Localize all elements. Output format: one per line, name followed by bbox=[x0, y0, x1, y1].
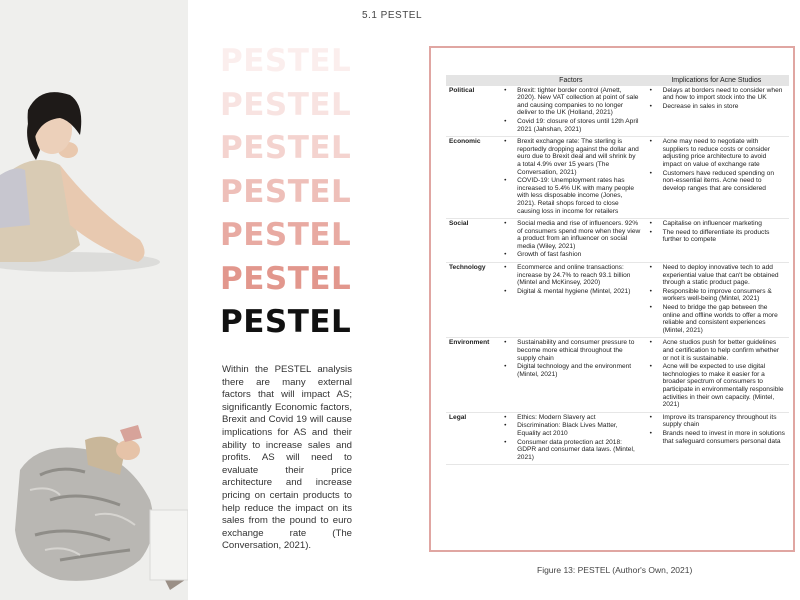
table-row bbox=[446, 338, 789, 412]
intro-paragraph: Within the PESTEL analysis there are many external factors that will impact AS; significantly Economic factors, Brexit and Covid 19 will cause implications for AS and their ability to increase sales and profits. AS will need to evaluate their price architecture and increase pricing on certain products to help reduce the impact on its sales from the pound to euro exchange rate (The Conversation, 2021). bbox=[222, 364, 352, 552]
implication-item: • Responsible to improve consumers & workers well-being (Mintel, 2021) bbox=[647, 288, 786, 303]
factor-item: • COVID-19: Unemployment rates has increased to 5.4% UK with many people with less disposable income (Jones, 2021). Retail shops forced to close causing loss in income for retailers bbox=[501, 177, 640, 215]
section-title: 5.1 PESTEL bbox=[362, 10, 423, 21]
pestel-table bbox=[446, 75, 789, 465]
row-factors bbox=[498, 412, 643, 465]
table-header-row bbox=[446, 75, 789, 86]
implication-item: • Customers have reduced spending on non-essential items. Acne need to develop ranges that are considered bbox=[647, 170, 786, 193]
table-row bbox=[446, 412, 789, 465]
factors-list bbox=[501, 87, 640, 134]
row-category: Economic bbox=[446, 137, 498, 219]
row-implications bbox=[644, 412, 789, 465]
implication-item: • Acne will be expected to use digital technologies to make it easier for a broader spectrum of consumers to participate in environmentally responsible activities in their own capacity. (Mintel, 2021) bbox=[647, 363, 786, 409]
implications-list bbox=[647, 264, 786, 334]
row-factors bbox=[498, 263, 643, 338]
model-reclining-illustration bbox=[0, 0, 188, 300]
factors-list bbox=[501, 138, 640, 215]
row-implications bbox=[644, 137, 789, 219]
pestel-word-stack bbox=[220, 40, 420, 345]
factor-item: • Discrimination: Black Lives Matter, Equality act 2010 bbox=[501, 422, 640, 437]
factor-item: • Brexit exchange rate: The sterling is reportedly dropping against the dollar and euro due to Brexit deal and will shrink by a total 4.9% over 15 years (The Conversation, 2021) bbox=[501, 138, 640, 176]
factors-list bbox=[501, 220, 640, 259]
pestel-word: PESTEL bbox=[220, 43, 352, 79]
row-factors bbox=[498, 338, 643, 412]
table-header-category bbox=[446, 75, 498, 86]
table-body bbox=[446, 86, 789, 465]
implication-item: • Capitalise on influencer marketing bbox=[647, 220, 786, 228]
factor-item: • Ecommerce and online transactions: increase by 24.7% to reach 93.1 billion (Mintel and McKinsey, 2020) bbox=[501, 264, 640, 287]
factor-item: • Consumer data protection act 2018: GDPR and consumer data laws. (Mintel, 2021) bbox=[501, 439, 640, 462]
pestel-word: PESTEL bbox=[220, 173, 352, 210]
table-row bbox=[446, 86, 789, 137]
factor-item: • Digital technology and the environment (Mintel, 2021) bbox=[501, 363, 640, 378]
factor-item: • Social media and rise of influencers. 92% of consumers spend more when they view a product from an influencer on social media (Wiley, 2021) bbox=[501, 220, 640, 250]
row-factors bbox=[498, 86, 643, 137]
pestel-word: PESTEL bbox=[220, 217, 352, 253]
row-implications bbox=[644, 86, 789, 137]
factor-item: • Sustainability and consumer pressure to become more ethical throughout the supply chain bbox=[501, 339, 640, 362]
table-header-implications: Implications for Acne Studios bbox=[644, 75, 789, 86]
factor-item: • Growth of fast fashion bbox=[501, 251, 640, 259]
row-category: Environment bbox=[446, 338, 498, 412]
row-implications bbox=[644, 338, 789, 412]
implications-list bbox=[647, 339, 786, 408]
implications-list bbox=[647, 414, 786, 445]
implication-item: • Brands need to invest in more in solutions that safeguard consumers personal data bbox=[647, 430, 786, 445]
implications-list bbox=[647, 220, 786, 244]
factors-list bbox=[501, 264, 640, 295]
model-photo-bottom bbox=[0, 300, 188, 600]
implications-list bbox=[647, 87, 786, 111]
implication-item: • The need to differentiate its products further to compete bbox=[647, 229, 786, 244]
pestel-word: PESTEL bbox=[220, 86, 352, 123]
factor-item: • Covid 19: closure of stores until 12th April 2021 (Jahshan, 2021) bbox=[501, 118, 640, 133]
implication-item: • Improve its transparency throughout its supply chain bbox=[647, 414, 786, 429]
table-row bbox=[446, 263, 789, 338]
implication-item: • Delays at borders need to consider when and how to import stock into the UK bbox=[647, 87, 786, 102]
table-row bbox=[446, 219, 789, 263]
model-photo-top bbox=[0, 0, 188, 300]
pestel-word: PESTEL bbox=[220, 260, 352, 297]
row-factors bbox=[498, 219, 643, 263]
implication-item: • Acne studios push for better guidelines and certification to help confirm whether or not it is sustainable. bbox=[647, 339, 786, 362]
row-category: Technology bbox=[446, 263, 498, 338]
row-category: Social bbox=[446, 219, 498, 263]
implication-item: • Need to bridge the gap between the online and offline worlds to offer a more reliable and consistent experiences (Mintel, 2021) bbox=[647, 304, 786, 334]
factor-item: • Brexit: tighter border control (Amett, 2020). New VAT collection at point of sale and causing companies to no longer deliver to the UK (Holland, 2021) bbox=[501, 87, 640, 117]
photo-column bbox=[0, 0, 188, 600]
row-factors bbox=[498, 137, 643, 219]
implications-list bbox=[647, 138, 786, 192]
implication-item: • Acne may need to negotiate with suppliers to reduce costs or consider adjusting price architecture to avoid impact on value of exchange rate bbox=[647, 138, 786, 168]
implication-item: • Decrease in sales in store bbox=[647, 103, 786, 111]
row-implications bbox=[644, 219, 789, 263]
factors-list bbox=[501, 414, 640, 462]
model-kneeling-illustration bbox=[0, 300, 188, 600]
figure-caption: Figure 13: PESTEL (Author's Own, 2021) bbox=[537, 565, 693, 575]
pestel-word-main: PESTEL bbox=[220, 304, 352, 340]
factor-item: • Ethics: Modern Slavery act bbox=[501, 414, 640, 422]
implication-item: • Need to deploy innovative tech to add experiential value that can't be obtained through a static product page. bbox=[647, 264, 786, 287]
pestel-word: PESTEL bbox=[220, 130, 352, 166]
factors-list bbox=[501, 339, 640, 378]
row-category: Political bbox=[446, 86, 498, 137]
table-header-factors: Factors bbox=[498, 75, 643, 86]
factor-item: • Digital & mental hygiene (Mintel, 2021) bbox=[501, 288, 640, 296]
row-implications bbox=[644, 263, 789, 338]
table-row bbox=[446, 137, 789, 219]
row-category: Legal bbox=[446, 412, 498, 465]
